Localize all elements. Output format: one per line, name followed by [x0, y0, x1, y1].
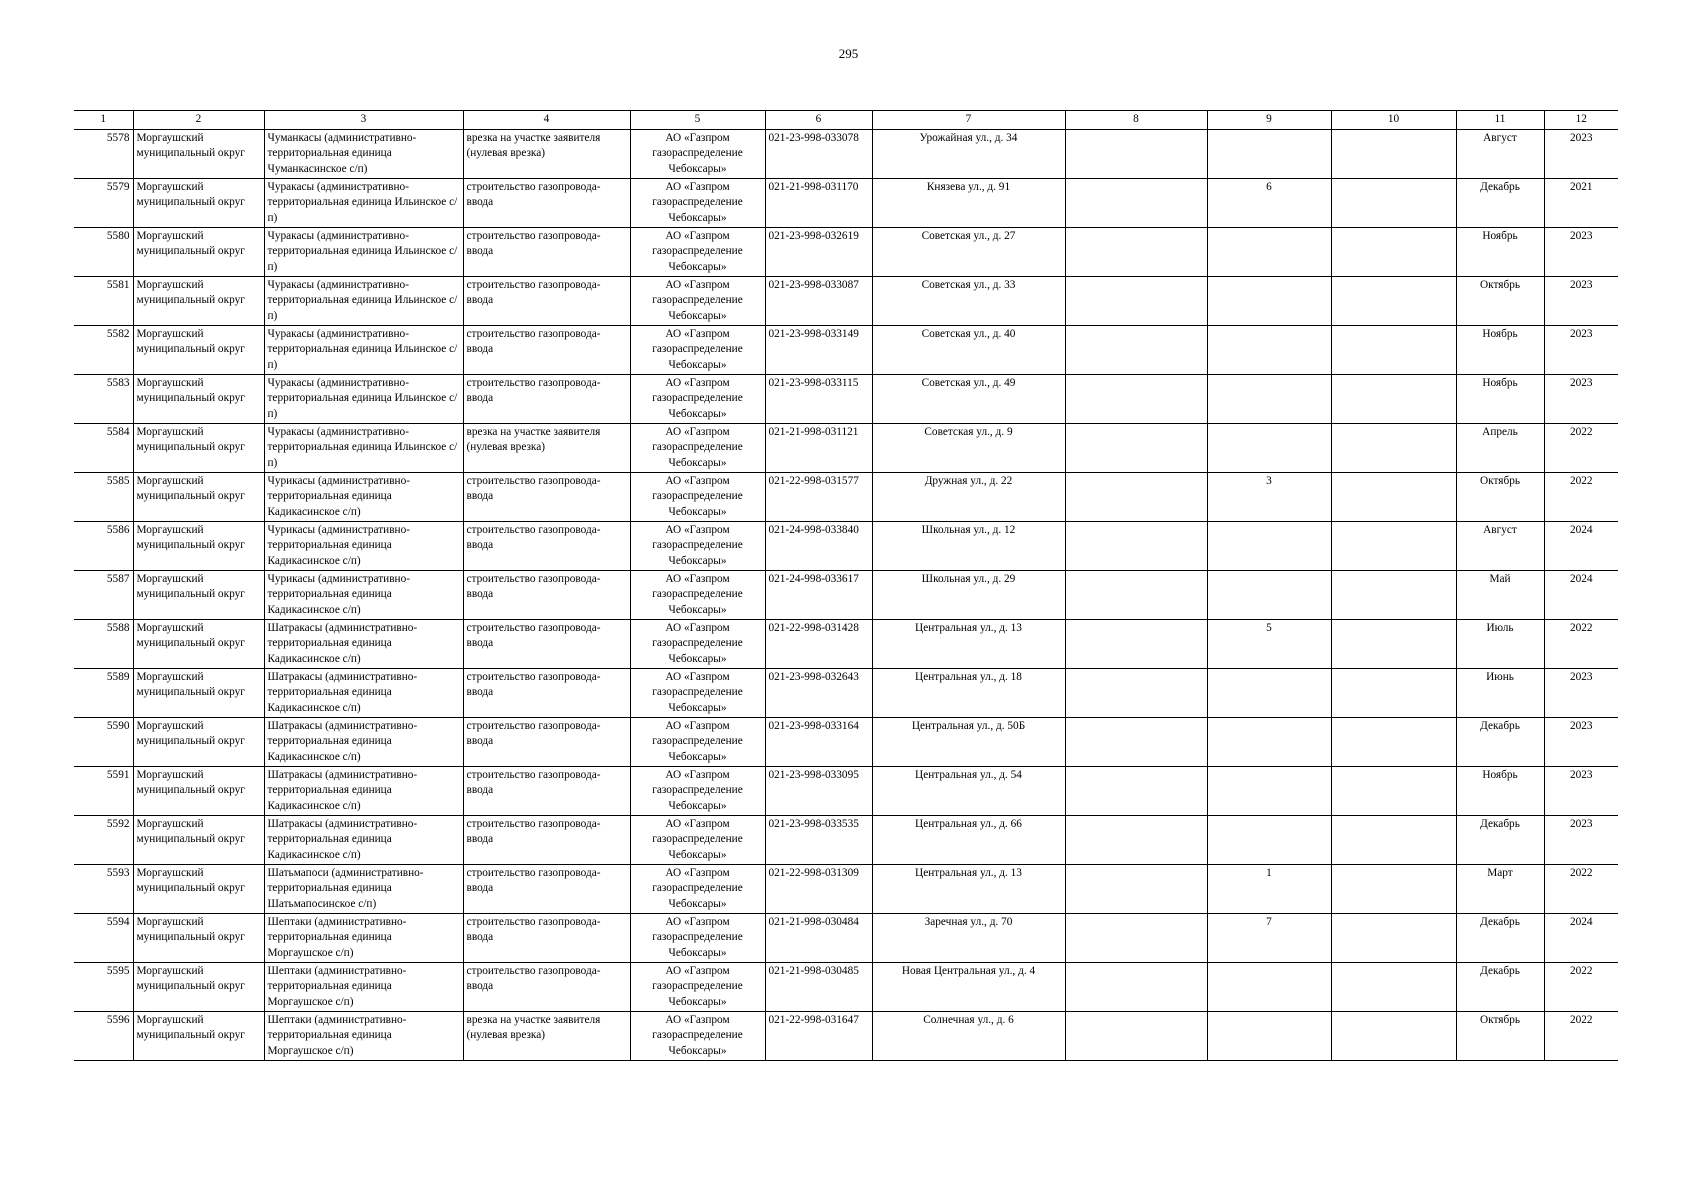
work-type-cell: строительство газопровода-ввода	[463, 620, 630, 669]
work-type-cell: врезка на участке заявителя (нулевая врезка)	[463, 424, 630, 473]
column-10-cell	[1331, 277, 1456, 326]
work-type-cell: строительство газопровода-ввода	[463, 718, 630, 767]
settlement-cell: Шептаки (административно-территориальная единица Моргаушское с/п)	[264, 1012, 463, 1061]
settlement-cell: Шатракасы (административно-территориальная единица Кадикасинское с/п)	[264, 620, 463, 669]
column-header-10: 10	[1331, 111, 1456, 130]
object-code-cell: 021-21-998-030485	[765, 963, 872, 1012]
settlement-cell: Шатьмапоси (административно-территориальная единица Шатьмапосинское с/п)	[264, 865, 463, 914]
settlement-cell: Чуракасы (административно-территориальная единица Ильинское с/п)	[264, 375, 463, 424]
object-code-cell: 021-21-998-030484	[765, 914, 872, 963]
column-header-1: 1	[74, 111, 133, 130]
object-code-cell: 021-22-998-031309	[765, 865, 872, 914]
organization-cell: АО «Газпром газораспределение Чебоксары»	[630, 767, 765, 816]
table-row	[74, 473, 1618, 522]
column-9-cell: 3	[1207, 473, 1331, 522]
column-9-cell: 5	[1207, 620, 1331, 669]
address-cell: Центральная ул., д. 13	[872, 620, 1065, 669]
row-number-cell: 5578	[74, 130, 133, 179]
table-row	[74, 228, 1618, 277]
object-code-cell: 021-23-998-033078	[765, 130, 872, 179]
row-number-cell: 5588	[74, 620, 133, 669]
column-10-cell	[1331, 571, 1456, 620]
month-cell: Декабрь	[1456, 914, 1544, 963]
column-8-cell	[1065, 375, 1207, 424]
month-cell: Ноябрь	[1456, 326, 1544, 375]
address-cell: Советская ул., д. 49	[872, 375, 1065, 424]
organization-cell: АО «Газпром газораспределение Чебоксары»	[630, 522, 765, 571]
settlement-cell: Шатракасы (административно-территориальная единица Кадикасинское с/п)	[264, 669, 463, 718]
work-type-cell: строительство газопровода-ввода	[463, 228, 630, 277]
row-number-cell: 5584	[74, 424, 133, 473]
column-8-cell	[1065, 326, 1207, 375]
column-8-cell	[1065, 228, 1207, 277]
address-cell: Советская ул., д. 9	[872, 424, 1065, 473]
column-10-cell	[1331, 914, 1456, 963]
address-cell: Князева ул., д. 91	[872, 179, 1065, 228]
district-cell: Моргаушский муниципальный округ	[133, 522, 264, 571]
month-cell: Октябрь	[1456, 1012, 1544, 1061]
address-cell: Школьная ул., д. 12	[872, 522, 1065, 571]
district-cell: Моргаушский муниципальный округ	[133, 424, 264, 473]
district-cell: Моргаушский муниципальный округ	[133, 1012, 264, 1061]
row-number-cell: 5583	[74, 375, 133, 424]
column-10-cell	[1331, 375, 1456, 424]
address-cell: Дружная ул., д. 22	[872, 473, 1065, 522]
column-header-11: 11	[1456, 111, 1544, 130]
column-8-cell	[1065, 179, 1207, 228]
table-row	[74, 424, 1618, 473]
work-type-cell: строительство газопровода-ввода	[463, 914, 630, 963]
organization-cell: АО «Газпром газораспределение Чебоксары»	[630, 816, 765, 865]
column-header-4: 4	[463, 111, 630, 130]
object-code-cell: 021-22-998-031647	[765, 1012, 872, 1061]
district-cell: Моргаушский муниципальный округ	[133, 571, 264, 620]
year-cell: 2022	[1544, 620, 1618, 669]
organization-cell: АО «Газпром газораспределение Чебоксары»	[630, 620, 765, 669]
column-9-cell	[1207, 375, 1331, 424]
column-9-cell	[1207, 1012, 1331, 1061]
settlement-cell: Чуракасы (административно-территориальная единица Ильинское с/п)	[264, 424, 463, 473]
column-9-cell	[1207, 718, 1331, 767]
column-8-cell	[1065, 522, 1207, 571]
table-row	[74, 816, 1618, 865]
column-8-cell	[1065, 277, 1207, 326]
organization-cell: АО «Газпром газораспределение Чебоксары»	[630, 277, 765, 326]
district-cell: Моргаушский муниципальный округ	[133, 375, 264, 424]
column-8-cell	[1065, 130, 1207, 179]
settlement-cell: Шатракасы (административно-территориальная единица Кадикасинское с/п)	[264, 816, 463, 865]
address-cell: Центральная ул., д. 13	[872, 865, 1065, 914]
column-8-cell	[1065, 1012, 1207, 1061]
column-8-cell	[1065, 571, 1207, 620]
year-cell: 2023	[1544, 669, 1618, 718]
work-type-cell: строительство газопровода-ввода	[463, 179, 630, 228]
district-cell: Моргаушский муниципальный округ	[133, 963, 264, 1012]
row-number-cell: 5581	[74, 277, 133, 326]
column-header-5: 5	[630, 111, 765, 130]
column-9-cell: 1	[1207, 865, 1331, 914]
settlement-cell: Чуракасы (административно-территориальная единица Ильинское с/п)	[264, 326, 463, 375]
data-table	[74, 110, 1618, 1061]
table-row	[74, 179, 1618, 228]
row-number-cell: 5587	[74, 571, 133, 620]
district-cell: Моргаушский муниципальный округ	[133, 620, 264, 669]
table-header-row	[74, 111, 1618, 130]
column-10-cell	[1331, 865, 1456, 914]
column-header-7: 7	[872, 111, 1065, 130]
table-row	[74, 375, 1618, 424]
object-code-cell: 021-22-998-031577	[765, 473, 872, 522]
settlement-cell: Чуракасы (административно-территориальная единица Ильинское с/п)	[264, 179, 463, 228]
organization-cell: АО «Газпром газораспределение Чебоксары»	[630, 963, 765, 1012]
table-row	[74, 865, 1618, 914]
work-type-cell: строительство газопровода-ввода	[463, 522, 630, 571]
address-cell: Центральная ул., д. 54	[872, 767, 1065, 816]
year-cell: 2023	[1544, 816, 1618, 865]
table-row	[74, 522, 1618, 571]
work-type-cell: строительство газопровода-ввода	[463, 669, 630, 718]
table-row	[74, 767, 1618, 816]
row-number-cell: 5586	[74, 522, 133, 571]
address-cell: Советская ул., д. 27	[872, 228, 1065, 277]
column-8-cell	[1065, 718, 1207, 767]
address-cell: Центральная ул., д. 66	[872, 816, 1065, 865]
row-number-cell: 5585	[74, 473, 133, 522]
year-cell: 2023	[1544, 326, 1618, 375]
settlement-cell: Шептаки (административно-территориальная единица Моргаушское с/п)	[264, 914, 463, 963]
column-10-cell	[1331, 718, 1456, 767]
work-type-cell: врезка на участке заявителя (нулевая врезка)	[463, 130, 630, 179]
row-number-cell: 5582	[74, 326, 133, 375]
page-number: 295	[838, 46, 859, 61]
organization-cell: АО «Газпром газораспределение Чебоксары»	[630, 326, 765, 375]
address-cell: Центральная ул., д. 50Б	[872, 718, 1065, 767]
address-cell: Урожайная ул., д. 34	[872, 130, 1065, 179]
district-cell: Моргаушский муниципальный округ	[133, 473, 264, 522]
year-cell: 2023	[1544, 228, 1618, 277]
column-10-cell	[1331, 473, 1456, 522]
column-9-cell	[1207, 816, 1331, 865]
month-cell: Август	[1456, 130, 1544, 179]
column-9-cell: 7	[1207, 914, 1331, 963]
object-code-cell: 021-24-998-033617	[765, 571, 872, 620]
work-type-cell: строительство газопровода-ввода	[463, 277, 630, 326]
column-9-cell	[1207, 130, 1331, 179]
column-10-cell	[1331, 522, 1456, 571]
address-cell: Советская ул., д. 33	[872, 277, 1065, 326]
district-cell: Моргаушский муниципальный округ	[133, 277, 264, 326]
table-row	[74, 914, 1618, 963]
column-10-cell	[1331, 816, 1456, 865]
column-9-cell	[1207, 228, 1331, 277]
table-row	[74, 277, 1618, 326]
column-10-cell	[1331, 228, 1456, 277]
column-header-8: 8	[1065, 111, 1207, 130]
column-9-cell: 6	[1207, 179, 1331, 228]
table-row	[74, 620, 1618, 669]
organization-cell: АО «Газпром газораспределение Чебоксары»	[630, 424, 765, 473]
organization-cell: АО «Газпром газораспределение Чебоксары»	[630, 1012, 765, 1061]
column-8-cell	[1065, 620, 1207, 669]
month-cell: Март	[1456, 865, 1544, 914]
work-type-cell: строительство газопровода-ввода	[463, 816, 630, 865]
year-cell: 2022	[1544, 963, 1618, 1012]
object-code-cell: 021-23-998-033149	[765, 326, 872, 375]
year-cell: 2022	[1544, 424, 1618, 473]
column-8-cell	[1065, 767, 1207, 816]
month-cell: Октябрь	[1456, 473, 1544, 522]
column-8-cell	[1065, 816, 1207, 865]
row-number-cell: 5589	[74, 669, 133, 718]
table-row	[74, 669, 1618, 718]
table-row	[74, 718, 1618, 767]
year-cell: 2023	[1544, 375, 1618, 424]
district-cell: Моргаушский муниципальный округ	[133, 179, 264, 228]
work-type-cell: строительство газопровода-ввода	[463, 767, 630, 816]
month-cell: Ноябрь	[1456, 375, 1544, 424]
column-header-6: 6	[765, 111, 872, 130]
table-row	[74, 326, 1618, 375]
settlement-cell: Шептаки (административно-территориальная единица Моргаушское с/п)	[264, 963, 463, 1012]
year-cell: 2023	[1544, 718, 1618, 767]
month-cell: Август	[1456, 522, 1544, 571]
column-9-cell	[1207, 669, 1331, 718]
object-code-cell: 021-23-998-033115	[765, 375, 872, 424]
district-cell: Моргаушский муниципальный округ	[133, 130, 264, 179]
column-8-cell	[1065, 669, 1207, 718]
column-10-cell	[1331, 669, 1456, 718]
table-row	[74, 571, 1618, 620]
column-10-cell	[1331, 179, 1456, 228]
object-code-cell: 021-22-998-031428	[765, 620, 872, 669]
column-10-cell	[1331, 767, 1456, 816]
row-number-cell: 5580	[74, 228, 133, 277]
work-type-cell: строительство газопровода-ввода	[463, 963, 630, 1012]
column-9-cell	[1207, 963, 1331, 1012]
work-type-cell: строительство газопровода-ввода	[463, 375, 630, 424]
column-9-cell	[1207, 326, 1331, 375]
work-type-cell: строительство газопровода-ввода	[463, 473, 630, 522]
column-8-cell	[1065, 865, 1207, 914]
month-cell: Декабрь	[1456, 179, 1544, 228]
row-number-cell: 5590	[74, 718, 133, 767]
year-cell: 2023	[1544, 277, 1618, 326]
object-code-cell: 021-23-998-032619	[765, 228, 872, 277]
district-cell: Моргаушский муниципальный округ	[133, 914, 264, 963]
organization-cell: АО «Газпром газораспределение Чебоксары»	[630, 130, 765, 179]
district-cell: Моргаушский муниципальный округ	[133, 865, 264, 914]
column-9-cell	[1207, 522, 1331, 571]
address-cell: Солнечная ул., д. 6	[872, 1012, 1065, 1061]
organization-cell: АО «Газпром газораспределение Чебоксары»	[630, 865, 765, 914]
object-code-cell: 021-21-998-031121	[765, 424, 872, 473]
district-cell: Моргаушский муниципальный округ	[133, 718, 264, 767]
district-cell: Моргаушский муниципальный округ	[133, 228, 264, 277]
row-number-cell: 5592	[74, 816, 133, 865]
table-row	[74, 963, 1618, 1012]
year-cell: 2023	[1544, 767, 1618, 816]
object-code-cell: 021-23-998-033095	[765, 767, 872, 816]
column-header-3: 3	[264, 111, 463, 130]
object-code-cell: 021-23-998-032643	[765, 669, 872, 718]
organization-cell: АО «Газпром газораспределение Чебоксары»	[630, 571, 765, 620]
year-cell: 2022	[1544, 865, 1618, 914]
row-number-cell: 5579	[74, 179, 133, 228]
column-8-cell	[1065, 914, 1207, 963]
organization-cell: АО «Газпром газораспределение Чебоксары»	[630, 669, 765, 718]
settlement-cell: Чурикасы (административно-территориальная единица Кадикасинское с/п)	[264, 571, 463, 620]
column-8-cell	[1065, 424, 1207, 473]
address-cell: Школьная ул., д. 29	[872, 571, 1065, 620]
month-cell: Апрель	[1456, 424, 1544, 473]
organization-cell: АО «Газпром газораспределение Чебоксары»	[630, 228, 765, 277]
column-header-2: 2	[133, 111, 264, 130]
address-cell: Новая Центральная ул., д. 4	[872, 963, 1065, 1012]
settlement-cell: Чуманкасы (административно-территориальная единица Чуманкасинское с/п)	[264, 130, 463, 179]
object-code-cell: 021-23-998-033164	[765, 718, 872, 767]
column-9-cell	[1207, 571, 1331, 620]
column-9-cell	[1207, 767, 1331, 816]
district-cell: Моргаушский муниципальный округ	[133, 326, 264, 375]
organization-cell: АО «Газпром газораспределение Чебоксары»	[630, 473, 765, 522]
column-10-cell	[1331, 1012, 1456, 1061]
district-cell: Моргаушский муниципальный округ	[133, 816, 264, 865]
year-cell: 2023	[1544, 130, 1618, 179]
column-10-cell	[1331, 326, 1456, 375]
district-cell: Моргаушский муниципальный округ	[133, 767, 264, 816]
year-cell: 2022	[1544, 1012, 1618, 1061]
settlement-cell: Чуракасы (административно-территориальная единица Ильинское с/п)	[264, 228, 463, 277]
column-8-cell	[1065, 963, 1207, 1012]
row-number-cell: 5596	[74, 1012, 133, 1061]
address-cell: Центральная ул., д. 18	[872, 669, 1065, 718]
row-number-cell: 5595	[74, 963, 133, 1012]
settlement-cell: Чурикасы (административно-территориальная единица Кадикасинское с/п)	[264, 522, 463, 571]
column-header-9: 9	[1207, 111, 1331, 130]
table-body	[74, 130, 1618, 1061]
month-cell: Июль	[1456, 620, 1544, 669]
organization-cell: АО «Газпром газораспределение Чебоксары»	[630, 718, 765, 767]
year-cell: 2021	[1544, 179, 1618, 228]
column-9-cell	[1207, 277, 1331, 326]
work-type-cell: строительство газопровода-ввода	[463, 571, 630, 620]
object-code-cell: 021-23-998-033087	[765, 277, 872, 326]
column-8-cell	[1065, 473, 1207, 522]
month-cell: Ноябрь	[1456, 228, 1544, 277]
table-row	[74, 130, 1618, 179]
month-cell: Ноябрь	[1456, 767, 1544, 816]
district-cell: Моргаушский муниципальный округ	[133, 669, 264, 718]
work-type-cell: строительство газопровода-ввода	[463, 326, 630, 375]
row-number-cell: 5594	[74, 914, 133, 963]
organization-cell: АО «Газпром газораспределение Чебоксары»	[630, 914, 765, 963]
settlement-cell: Чуракасы (административно-территориальная единица Ильинское с/п)	[264, 277, 463, 326]
month-cell: Декабрь	[1456, 718, 1544, 767]
settlement-cell: Шатракасы (административно-территориальная единица Кадикасинское с/п)	[264, 718, 463, 767]
work-type-cell: строительство газопровода-ввода	[463, 865, 630, 914]
row-number-cell: 5593	[74, 865, 133, 914]
column-10-cell	[1331, 620, 1456, 669]
column-header-12: 12	[1544, 111, 1618, 130]
row-number-cell: 5591	[74, 767, 133, 816]
month-cell: Октябрь	[1456, 277, 1544, 326]
year-cell: 2024	[1544, 522, 1618, 571]
column-10-cell	[1331, 130, 1456, 179]
month-cell: Июнь	[1456, 669, 1544, 718]
month-cell: Май	[1456, 571, 1544, 620]
column-10-cell	[1331, 424, 1456, 473]
table-row	[74, 1012, 1618, 1061]
year-cell: 2022	[1544, 473, 1618, 522]
object-code-cell: 021-23-998-033535	[765, 816, 872, 865]
settlement-cell: Шатракасы (административно-территориальная единица Кадикасинское с/п)	[264, 767, 463, 816]
settlement-cell: Чурикасы (административно-территориальная единица Кадикасинское с/п)	[264, 473, 463, 522]
column-9-cell	[1207, 424, 1331, 473]
year-cell: 2024	[1544, 914, 1618, 963]
work-type-cell: врезка на участке заявителя (нулевая врезка)	[463, 1012, 630, 1061]
column-10-cell	[1331, 963, 1456, 1012]
organization-cell: АО «Газпром газораспределение Чебоксары»	[630, 179, 765, 228]
object-code-cell: 021-21-998-031170	[765, 179, 872, 228]
organization-cell: АО «Газпром газораспределение Чебоксары»	[630, 375, 765, 424]
address-cell: Советская ул., д. 40	[872, 326, 1065, 375]
address-cell: Заречная ул., д. 70	[872, 914, 1065, 963]
month-cell: Декабрь	[1456, 963, 1544, 1012]
object-code-cell: 021-24-998-033840	[765, 522, 872, 571]
year-cell: 2024	[1544, 571, 1618, 620]
month-cell: Декабрь	[1456, 816, 1544, 865]
